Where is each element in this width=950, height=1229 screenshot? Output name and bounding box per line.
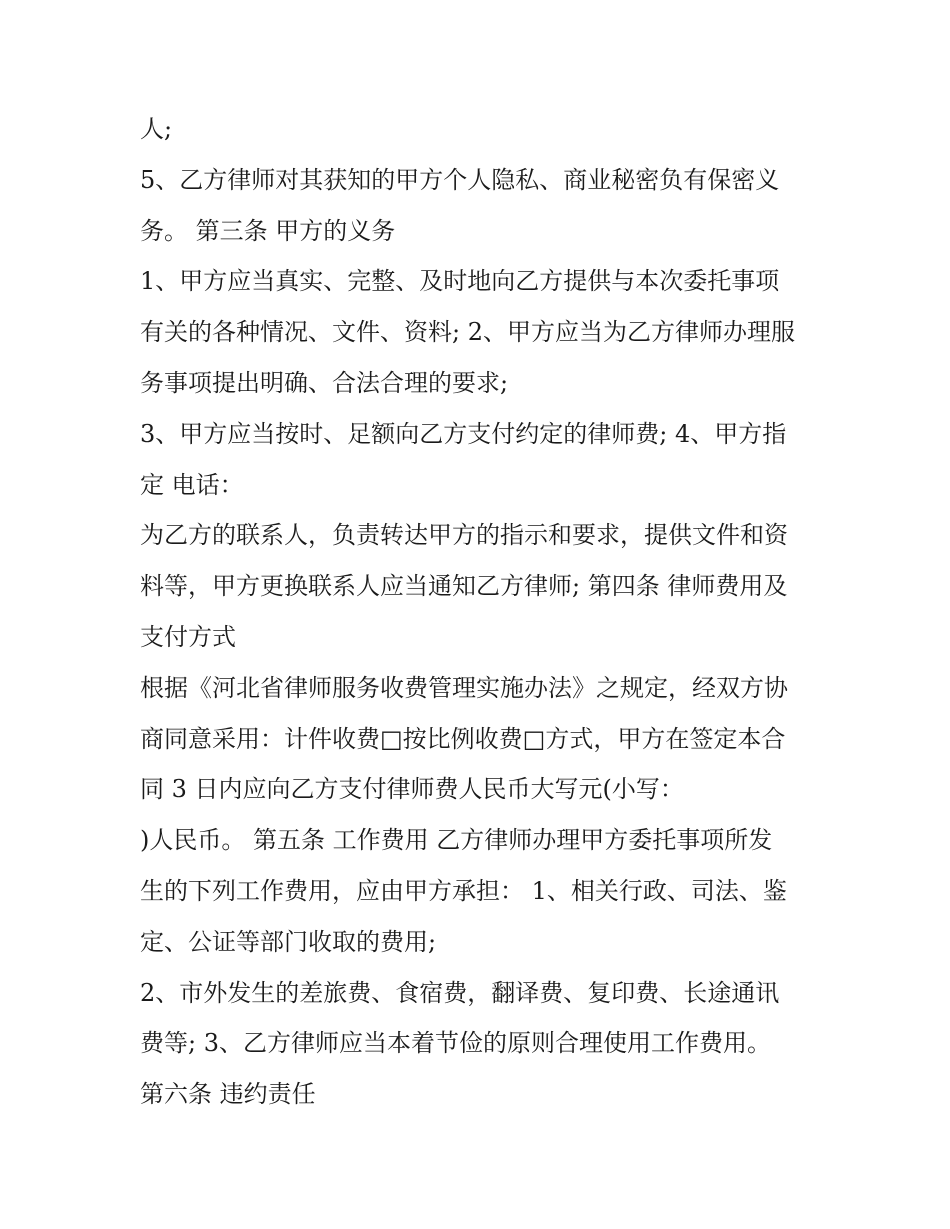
- text-line: 3、甲方应当按时、足额向乙方支付约定的律师费; 4、甲方指: [140, 419, 787, 448]
- text-line: 商同意采用：计件收费□按比例收费□方式，甲方在签定本合: [140, 724, 786, 753]
- text-line: 定、公证等部门收取的费用;: [140, 927, 437, 956]
- text-line: 务。 第三条 甲方的义务: [140, 216, 396, 245]
- text-line: 第六条 违约责任: [140, 1080, 316, 1109]
- text-line: 支付方式: [140, 622, 236, 651]
- text-line: 务事项提出明确、合法合理的要求;: [140, 368, 509, 397]
- text-line: )人民币。 第五条 工作费用 乙方律师办理甲方委托事项所发: [140, 826, 773, 855]
- text-line: 有关的各种情况、文件、资料; 2、甲方应当为乙方律师办理服: [140, 318, 795, 347]
- text-line: 生的下列工作费用，应由甲方承担： 1、相关行政、司法、鉴: [140, 876, 787, 905]
- text-line: 料等，甲方更换联系人应当通知乙方律师; 第四条 律师费用及: [140, 572, 788, 601]
- contract-text-body: [140, 104, 820, 1120]
- text-line: 5、乙方律师对其获知的甲方个人隐私、商业秘密负有保密义: [140, 165, 780, 194]
- text-line: 为乙方的联系人，负责转达甲方的指示和要求，提供文件和资: [140, 521, 788, 550]
- text-line: 人;: [140, 115, 173, 143]
- text-line: 1、甲方应当真实、完整、及时地向乙方提供与本次委托事项: [140, 267, 780, 296]
- text-line: 同 3 日内应向乙方支付律师费人民币大写元(小写：: [140, 775, 684, 804]
- text-line: 费等; 3、乙方律师应当本着节俭的原则合理使用工作费用。: [140, 1029, 771, 1058]
- text-line: 根据《河北省律师服务收费管理实施办法》之规定，经双方协: [140, 673, 788, 702]
- text-line: 定 电话：: [140, 470, 244, 499]
- text-line: 2、市外发生的差旅费、食宿费，翻译费、复印费、长途通讯: [140, 978, 780, 1007]
